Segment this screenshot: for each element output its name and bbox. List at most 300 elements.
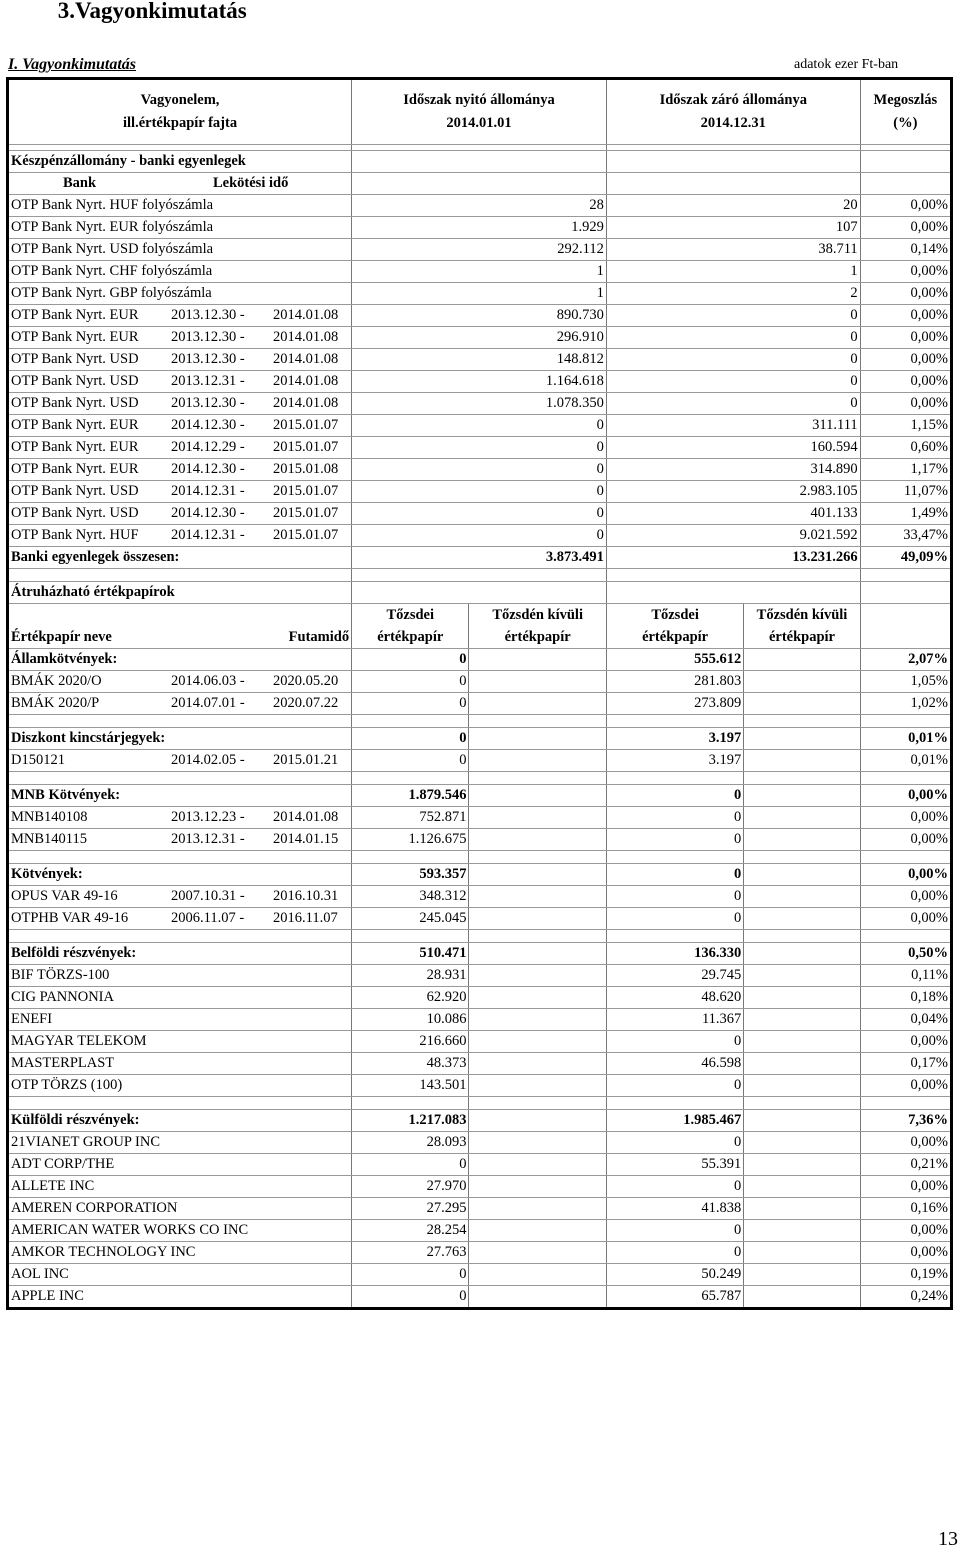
- closing-otc: [744, 1132, 860, 1154]
- table-row: [8, 305, 952, 327]
- term-end: 2020.07.22: [273, 695, 339, 711]
- table-row: [8, 886, 952, 908]
- closing-exchange: 41.838: [606, 1198, 743, 1220]
- asset-table: [6, 77, 953, 1310]
- share-value: 0,17%: [860, 1053, 951, 1075]
- table-row: [8, 1009, 952, 1031]
- share-value: 0,00%: [860, 886, 951, 908]
- page-number: 13: [938, 1528, 958, 1550]
- asset-name: OTP Bank Nyrt. USD: [11, 351, 139, 367]
- asset-name-cell: [8, 886, 352, 908]
- section-heading: [0, 0, 247, 24]
- opening-value: 0: [352, 437, 607, 459]
- closing-otc: [744, 693, 860, 715]
- asset-name-cell: AMKOR TECHNOLOGY INC: [8, 1242, 352, 1264]
- share-value: 0,60%: [860, 437, 951, 459]
- closing-exchange: 29.745: [606, 965, 743, 987]
- table-row: [8, 1031, 952, 1053]
- asset-name: OTP Bank Nyrt. EUR: [11, 461, 139, 477]
- share-value: 0,00%: [860, 829, 951, 851]
- security-name-label: Értékpapír neve: [11, 629, 112, 645]
- asset-name-cell: [8, 750, 352, 772]
- table-row: [8, 693, 952, 715]
- opening-exchange: 1.879.546: [352, 785, 469, 807]
- share-value: 0,14%: [860, 239, 951, 261]
- share-value: 2,07%: [860, 649, 951, 671]
- asset-name: OTP Bank Nyrt. EUR: [11, 307, 139, 323]
- asset-name-cell: [8, 829, 352, 851]
- table-row: [8, 437, 952, 459]
- term-end: 2014.01.08: [273, 329, 339, 345]
- cash-section-title: Készpénzállomány - banki egyenlegek: [8, 151, 352, 173]
- spacer-row: [8, 1097, 952, 1110]
- opening-otc: [469, 1242, 606, 1264]
- asset-name-cell: [8, 459, 352, 481]
- asset-name: OTP Bank Nyrt. USD: [11, 395, 139, 411]
- opening-exchange: 0: [352, 649, 469, 671]
- term-end: 2014.01.08: [273, 307, 339, 323]
- share-value: 33,47%: [860, 525, 951, 547]
- term-start: 2013.12.30 -: [171, 395, 245, 411]
- closing-otc: [744, 965, 860, 987]
- closing-exchange: 555.612: [606, 649, 743, 671]
- opening-exchange: 752.871: [352, 807, 469, 829]
- closing-otc: [744, 785, 860, 807]
- opening-exchange: 216.660: [352, 1031, 469, 1053]
- asset-name: OTP Bank Nyrt. HUF: [11, 527, 139, 543]
- share-value: 0,00%: [860, 1132, 951, 1154]
- share-value: 1,49%: [860, 503, 951, 525]
- asset-name: OTP Bank Nyrt. USD: [11, 505, 139, 521]
- share-value: 0,00%: [860, 1075, 951, 1097]
- asset-name-cell: [8, 671, 352, 693]
- term-end: 2014.01.08: [273, 373, 339, 389]
- share-value: 0,00%: [860, 1242, 951, 1264]
- heading-title: Vagyonkimutatás: [75, 0, 247, 23]
- term-start: 2013.12.31 -: [171, 831, 245, 847]
- closing-otc: [744, 987, 860, 1009]
- asset-name: OTP Bank Nyrt. EUR: [11, 439, 139, 455]
- opening-exchange: 27.763: [352, 1242, 469, 1264]
- asset-name-cell: [8, 908, 352, 930]
- asset-name-cell: AMERICAN WATER WORKS CO INC: [8, 1220, 352, 1242]
- asset-name-cell: OTP TÖRZS (100): [8, 1075, 352, 1097]
- table-row: [8, 349, 952, 371]
- opening-exchange: 0: [352, 750, 469, 772]
- table-row: [8, 415, 952, 437]
- asset-name-cell: [8, 415, 352, 437]
- opening-otc: [469, 1198, 606, 1220]
- unit-note: adatok ezer Ft-ban: [794, 57, 899, 72]
- term-start: 2014.06.03 -: [171, 673, 245, 689]
- securities-title: Átruházható értékpapírok: [8, 582, 352, 604]
- asset-name-cell: [8, 437, 352, 459]
- share-value: 0,18%: [860, 987, 951, 1009]
- share-value: 0,21%: [860, 1154, 951, 1176]
- closing-value: 0: [606, 349, 860, 371]
- closing-value: 314.890: [606, 459, 860, 481]
- group-title: Belföldi részvények:: [8, 943, 352, 965]
- asset-name: OTP Bank Nyrt. EUR: [11, 329, 139, 345]
- closing-otc: [744, 1110, 860, 1132]
- share-value: 0,00%: [860, 371, 951, 393]
- opening-otc: [469, 728, 606, 750]
- term-start: 2014.12.30 -: [171, 461, 245, 477]
- cash-total-row: [8, 547, 952, 569]
- opening-exchange: 0: [352, 1154, 469, 1176]
- asset-name-cell: MAGYAR TELEKOM: [8, 1031, 352, 1053]
- asset-name-cell: BIF TÖRZS-100: [8, 965, 352, 987]
- closing-exchange: 3.197: [606, 750, 743, 772]
- share-value: 0,00%: [860, 1031, 951, 1053]
- closing-value: 1: [606, 261, 860, 283]
- term-start: 2014.12.30 -: [171, 417, 245, 433]
- closing-exchange: 11.367: [606, 1009, 743, 1031]
- closing-exchange: 65.787: [606, 1286, 743, 1309]
- table-row: [8, 283, 952, 305]
- opening-exchange: 143.501: [352, 1075, 469, 1097]
- asset-name-cell: [8, 393, 352, 415]
- closing-otc: [744, 1286, 860, 1309]
- opening-otc: [469, 1176, 606, 1198]
- closing-value: 38.711: [606, 239, 860, 261]
- asset-name-cell: ADT CORP/THE: [8, 1154, 352, 1176]
- table-row: [8, 1053, 952, 1075]
- closing-exchange: 0: [606, 908, 743, 930]
- closing-exchange: 0: [606, 785, 743, 807]
- closing-otc: [744, 1031, 860, 1053]
- asset-name: BMÁK 2020/P: [11, 695, 100, 711]
- header-share: Megoszlás (%): [860, 79, 951, 145]
- share-value: 7,36%: [860, 1110, 951, 1132]
- opening-otc: [469, 1286, 606, 1309]
- opening-otc: [469, 1075, 606, 1097]
- term-end: 2015.01.07: [273, 483, 339, 499]
- share-value: 0,00%: [860, 349, 951, 371]
- closing-value: 311.111: [606, 415, 860, 437]
- total-closing: 13.231.266: [606, 547, 860, 569]
- opening-exchange: 0: [352, 728, 469, 750]
- share-value: 0,00%: [860, 217, 951, 239]
- table-row: [8, 671, 952, 693]
- opening-exchange: 28.931: [352, 965, 469, 987]
- closing-value: 2: [606, 283, 860, 305]
- heading-number: 3.: [57, 0, 75, 23]
- opening-value: 1.164.618: [352, 371, 607, 393]
- asset-name-cell: 21VIANET GROUP INC: [8, 1132, 352, 1154]
- opening-exchange: 1.126.675: [352, 829, 469, 851]
- closing-otc: [744, 1009, 860, 1031]
- opening-otc: [469, 1031, 606, 1053]
- securities-title-row: [8, 582, 952, 604]
- cash-subheader-row: [8, 173, 952, 195]
- opening-exchange: 0: [352, 1286, 469, 1309]
- asset-name-cell: ENEFI: [8, 1009, 352, 1031]
- table-row: [8, 807, 952, 829]
- table-row: [8, 987, 952, 1009]
- term-end: 2016.11.07: [273, 910, 338, 926]
- closing-exchange: 0: [606, 807, 743, 829]
- share-value: 0,16%: [860, 1198, 951, 1220]
- term-end: 2015.01.07: [273, 439, 339, 455]
- closing-exchange: 48.620: [606, 987, 743, 1009]
- opening-exchange: 28.093: [352, 1132, 469, 1154]
- opening-value: 292.112: [352, 239, 607, 261]
- closing-otc: [744, 1154, 860, 1176]
- asset-name-cell: AOL INC: [8, 1264, 352, 1286]
- share-value: 0,00%: [860, 261, 951, 283]
- share-value: 0,11%: [860, 965, 951, 987]
- asset-name-cell: [8, 481, 352, 503]
- asset-name-cell: [8, 327, 352, 349]
- total-opening: 3.873.491: [352, 547, 607, 569]
- opening-otc: [469, 987, 606, 1009]
- term-start: 2014.07.01 -: [171, 695, 245, 711]
- closing-otc: [744, 728, 860, 750]
- opening-otc: [469, 1132, 606, 1154]
- group-total-row: [8, 785, 952, 807]
- share-value: 0,00%: [860, 908, 951, 930]
- table-row: [8, 908, 952, 930]
- opening-otc: [469, 785, 606, 807]
- asset-name: OTP Bank Nyrt. EUR: [11, 417, 139, 433]
- closing-exchange: 136.330: [606, 943, 743, 965]
- opening-otc: [469, 1154, 606, 1176]
- group-title: Diszkont kincstárjegyek:: [8, 728, 352, 750]
- group-title: Külföldi részvények:: [8, 1110, 352, 1132]
- opening-otc: [469, 886, 606, 908]
- closing-value: 401.133: [606, 503, 860, 525]
- share-value: 0,24%: [860, 1286, 951, 1309]
- closing-otc: [744, 1198, 860, 1220]
- share-value: 0,00%: [860, 327, 951, 349]
- opening-otc: [469, 943, 606, 965]
- opening-value: 296.910: [352, 327, 607, 349]
- table-row: [8, 1132, 952, 1154]
- term-start: 2013.12.30 -: [171, 329, 245, 345]
- opening-otc: [469, 908, 606, 930]
- table-row: [8, 1220, 952, 1242]
- opening-otc: [469, 1264, 606, 1286]
- table-header-row: [8, 79, 952, 145]
- group-total-row: [8, 728, 952, 750]
- group-total-row: [8, 649, 952, 671]
- group-title: Kötvények:: [8, 864, 352, 886]
- opening-otc: [469, 1110, 606, 1132]
- opening-value: 0: [352, 415, 607, 437]
- term-start: 2014.02.05 -: [171, 752, 245, 768]
- spacer-row: [8, 772, 952, 785]
- share-value: 0,01%: [860, 750, 951, 772]
- share-value: 0,50%: [860, 943, 951, 965]
- asset-name-cell: ALLETE INC: [8, 1176, 352, 1198]
- closing-value: 0: [606, 371, 860, 393]
- closing-exchange: 1.985.467: [606, 1110, 743, 1132]
- share-value: 0,00%: [860, 1176, 951, 1198]
- opening-value: 0: [352, 481, 607, 503]
- group-total-row: [8, 864, 952, 886]
- table-row: [8, 1198, 952, 1220]
- opening-otc: [469, 1220, 606, 1242]
- term-end: 2016.10.31: [273, 888, 339, 904]
- table-row: [8, 239, 952, 261]
- header-opening: Időszak nyitó állománya 2014.01.01: [352, 79, 607, 145]
- table-row: [8, 195, 952, 217]
- opening-exchange: 10.086: [352, 1009, 469, 1031]
- header-asset: Vagyonelem, ill.értékpapír fajta: [8, 79, 352, 145]
- asset-name-cell: OTP Bank Nyrt. EUR folyószámla: [8, 217, 352, 239]
- term-start: 2013.12.30 -: [171, 351, 245, 367]
- closing-value: 0: [606, 305, 860, 327]
- maturity-label: Futamidő: [288, 629, 350, 645]
- opening-value: 1.929: [352, 217, 607, 239]
- spacer-row: [8, 715, 952, 728]
- term-end: 2014.01.08: [273, 351, 339, 367]
- opening-otc: [469, 864, 606, 886]
- opening-otc: [469, 671, 606, 693]
- term-end: 2015.01.07: [273, 417, 339, 433]
- table-row: [8, 525, 952, 547]
- term-end: 2015.01.07: [273, 527, 339, 543]
- total-share: 49,09%: [860, 547, 951, 569]
- share-value: 0,04%: [860, 1009, 951, 1031]
- table-row: [8, 1176, 952, 1198]
- opening-value: 1: [352, 261, 607, 283]
- closing-otc: [744, 1220, 860, 1242]
- closing-exchange: 0: [606, 829, 743, 851]
- opening-exchange: 62.920: [352, 987, 469, 1009]
- asset-name: OTPHB VAR 49-16: [11, 910, 129, 926]
- term-end: 2014.01.15: [273, 831, 339, 847]
- share-value: 1,05%: [860, 671, 951, 693]
- closing-value: 0: [606, 327, 860, 349]
- term-end: 2015.01.07: [273, 505, 339, 521]
- closing-exchange: 46.598: [606, 1053, 743, 1075]
- closing-exchange: 273.809: [606, 693, 743, 715]
- table-row: [8, 1242, 952, 1264]
- table-row: [8, 750, 952, 772]
- term-start: 2014.12.31 -: [171, 527, 245, 543]
- share-value: 0,00%: [860, 1220, 951, 1242]
- closing-otc: [744, 1242, 860, 1264]
- term-end: 2014.01.08: [273, 395, 339, 411]
- opening-otc: [469, 693, 606, 715]
- opening-otc: [469, 965, 606, 987]
- term-end: 2014.01.08: [273, 809, 339, 825]
- term-start: 2007.10.31 -: [171, 888, 245, 904]
- close-otc-header: Tőzsdén kívüli értékpapír: [744, 604, 860, 649]
- asset-name: MNB140108: [11, 809, 88, 825]
- asset-name: BMÁK 2020/O: [11, 673, 102, 689]
- closing-exchange: 55.391: [606, 1154, 743, 1176]
- opening-exchange: 27.970: [352, 1176, 469, 1198]
- opening-value: 1.078.350: [352, 393, 607, 415]
- table-row: [8, 965, 952, 987]
- share-value: 1,02%: [860, 693, 951, 715]
- asset-name-cell: APPLE INC: [8, 1286, 352, 1309]
- share-value: 1,15%: [860, 415, 951, 437]
- closing-exchange: 0: [606, 1132, 743, 1154]
- table-row: [8, 217, 952, 239]
- term-start: 2014.12.30 -: [171, 505, 245, 521]
- asset-name-cell: [8, 371, 352, 393]
- table-row: [8, 1264, 952, 1286]
- asset-name-cell: OTP Bank Nyrt. USD folyószámla: [8, 239, 352, 261]
- term-start: 2013.12.30 -: [171, 307, 245, 323]
- share-value: 0,00%: [860, 305, 951, 327]
- term-start: 2013.12.31 -: [171, 373, 245, 389]
- share-value: 0,19%: [860, 1264, 951, 1286]
- table-row: [8, 503, 952, 525]
- closing-otc: [744, 886, 860, 908]
- closing-otc: [744, 943, 860, 965]
- asset-name-cell: OTP Bank Nyrt. HUF folyószámla: [8, 195, 352, 217]
- asset-name-cell: AMEREN CORPORATION: [8, 1198, 352, 1220]
- closing-otc: [744, 807, 860, 829]
- closing-otc: [744, 649, 860, 671]
- share-value: 0,00%: [860, 195, 951, 217]
- table-row: [8, 371, 952, 393]
- opening-exchange: 0: [352, 1264, 469, 1286]
- opening-exchange: 1.217.083: [352, 1110, 469, 1132]
- asset-name-cell: CIG PANNONIA: [8, 987, 352, 1009]
- table-row: [8, 327, 952, 349]
- closing-exchange: 0: [606, 1031, 743, 1053]
- table-row: [8, 459, 952, 481]
- asset-name-cell: [8, 503, 352, 525]
- asset-name-cell: [8, 525, 352, 547]
- closing-exchange: 0: [606, 1176, 743, 1198]
- closing-exchange: 3.197: [606, 728, 743, 750]
- closing-value: 2.983.105: [606, 481, 860, 503]
- share-value: 1,17%: [860, 459, 951, 481]
- opening-exchange: 593.357: [352, 864, 469, 886]
- closing-otc: [744, 1264, 860, 1286]
- term-col-label: Lekötési idő: [213, 175, 289, 191]
- cash-section-title-row: [8, 151, 952, 173]
- closing-otc: [744, 1053, 860, 1075]
- share-value: 11,07%: [860, 481, 951, 503]
- term-start: 2013.12.23 -: [171, 809, 245, 825]
- share-value: 0,01%: [860, 728, 951, 750]
- closing-value: 20: [606, 195, 860, 217]
- asset-name-cell: OTP Bank Nyrt. GBP folyószámla: [8, 283, 352, 305]
- closing-value: 160.594: [606, 437, 860, 459]
- asset-name-cell: MASTERPLAST: [8, 1053, 352, 1075]
- opening-exchange: 0: [352, 693, 469, 715]
- term-start: 2006.11.07 -: [171, 910, 245, 926]
- term-end: 2015.01.21: [273, 752, 339, 768]
- asset-name-cell: [8, 305, 352, 327]
- open-otc-header: Tőzsdén kívüli értékpapír: [469, 604, 606, 649]
- share-value: 0,00%: [860, 807, 951, 829]
- share-value: 0,00%: [860, 283, 951, 305]
- group-title: Államkötvények:: [8, 649, 352, 671]
- opening-exchange: 348.312: [352, 886, 469, 908]
- opening-value: 0: [352, 503, 607, 525]
- closing-value: 107: [606, 217, 860, 239]
- opening-value: 890.730: [352, 305, 607, 327]
- table-row: [8, 393, 952, 415]
- share-value: 0,00%: [860, 785, 951, 807]
- term-start: 2014.12.29 -: [171, 439, 245, 455]
- closing-value: 9.021.592: [606, 525, 860, 547]
- opening-value: 28: [352, 195, 607, 217]
- closing-exchange: 0: [606, 886, 743, 908]
- opening-exchange: 510.471: [352, 943, 469, 965]
- closing-otc: [744, 1176, 860, 1198]
- closing-otc: [744, 671, 860, 693]
